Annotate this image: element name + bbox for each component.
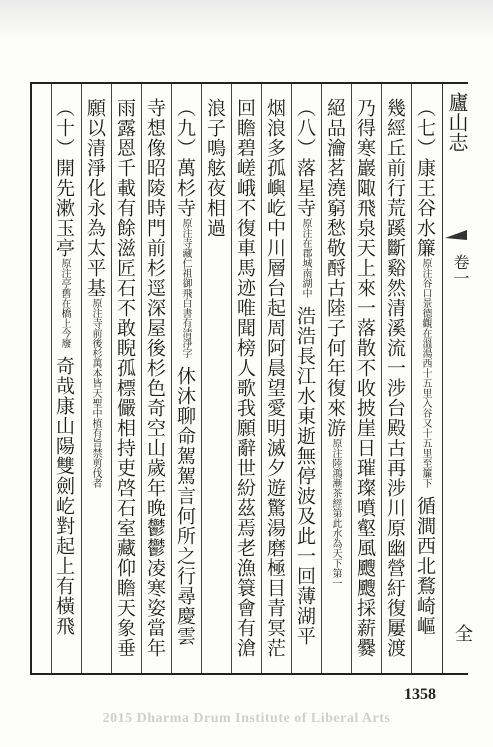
fishtail-mark-icon — [445, 230, 467, 248]
poem-text: 奇哉康山陽雙劍屹對起上有橫飛 — [53, 356, 75, 636]
poem-text: 浪子鳴舷夜相過 — [204, 98, 226, 238]
column-rule — [81, 84, 82, 673]
text-column-7 — [235, 98, 255, 658]
column-rule — [111, 84, 112, 673]
poem-heading: （九）萬杉寺 — [174, 98, 196, 218]
text-column-9 — [175, 98, 195, 646]
running-title: 廬山志 — [445, 92, 469, 152]
poem-heading: （八）落星寺 — [294, 98, 316, 218]
text-column-3 — [355, 98, 375, 658]
poem-text: 願以清淨化永為太平基 — [84, 98, 106, 298]
text-column-10 — [145, 98, 165, 658]
column-rule — [201, 84, 202, 673]
poem-heading: （七）康王谷水簾 — [414, 98, 436, 258]
scan-edge-shadow — [0, 0, 493, 40]
text-column-11 — [115, 98, 135, 658]
text-column-12 — [85, 98, 105, 488]
text-column-1 — [415, 98, 435, 636]
column-rule — [411, 84, 412, 673]
annotation: 原注谷口景德觀在溫湯西十五里入谷又十五里至簾下 — [420, 258, 431, 488]
poem-text: 雨露恩千載有餘滋匠石不敢睨孤標儼相持吏啓石室藏仰瞻天象垂 — [114, 98, 136, 658]
band-bottom-mark: 全 — [452, 624, 473, 642]
column-rule — [381, 84, 382, 673]
poem-text: 乃得寒巖陬飛泉天上來一落散不收披崖日璀璨噴壑風颼颼採薪爨 — [354, 98, 376, 658]
poem-text: 浩浩長江水東逝無停波及此一回薄湖平 — [294, 306, 316, 646]
text-column-8 — [205, 98, 225, 238]
poem-text: 休沐聊命駕駕言何所之行尋慶雲 — [174, 366, 196, 646]
poem-text: 寺想像昭陵時門前杉逕深屋後杉色奇空山歲年晚鬱鬱凌寒姿當年 — [144, 98, 166, 658]
text-frame — [30, 82, 473, 675]
poem-text: 烟浪多孤嶼屹中川層台起周阿晨望愛明滅夕遊驚湯磨極目青冥茫 — [264, 98, 286, 658]
annotation: 原注陸鴻漸茶經第此水為天下第一 — [330, 438, 341, 588]
column-rule — [171, 84, 172, 673]
volume-marker: 卷一 — [451, 254, 470, 286]
text-column-4 — [325, 98, 345, 588]
poem-text: 絕品瀹茗澆窮愁敬酹古陸子何年復來游 — [324, 98, 346, 438]
column-rule — [51, 84, 52, 673]
poem-text: 回瞻碧嵯峨不復車馬迹唯聞榜人歌我願辭世紛茲焉老漁簑會有滄 — [234, 98, 256, 658]
annotation: 原注亭舊在橋上今廢 — [59, 258, 70, 348]
poem-heading: （十）開先漱玉亭 — [53, 98, 75, 258]
running-header-band — [442, 84, 471, 673]
column-rule — [231, 84, 232, 673]
column-rule — [321, 84, 322, 673]
column-rule — [261, 84, 262, 673]
text-column-6 — [265, 98, 285, 658]
text-column-13 — [54, 98, 74, 636]
column-rule — [141, 84, 142, 673]
page-number: 1358 — [404, 686, 436, 703]
poem-text: 幾經丘前行荒蹊斷谿然清溪流一涉台殿古再涉川原幽營紆復屢渡 — [384, 98, 406, 658]
text-column-2 — [385, 98, 405, 658]
annotation: 原注寺藏仁祖御飛白書有清淨字 — [180, 218, 191, 358]
column-rule — [291, 84, 292, 673]
watermark: 2015 Dharma Drum Institute of Liberal Arts — [102, 711, 391, 726]
annotation: 原注在郡城南湖中 — [300, 218, 311, 298]
annotation: 原注寺前後杉萬本皆天聖中植有旨禁剪伐者 — [90, 298, 101, 488]
column-rule — [351, 84, 352, 673]
text-column-5 — [295, 98, 315, 646]
poem-text: 循澗西北鶩崎嶇 — [414, 496, 436, 636]
